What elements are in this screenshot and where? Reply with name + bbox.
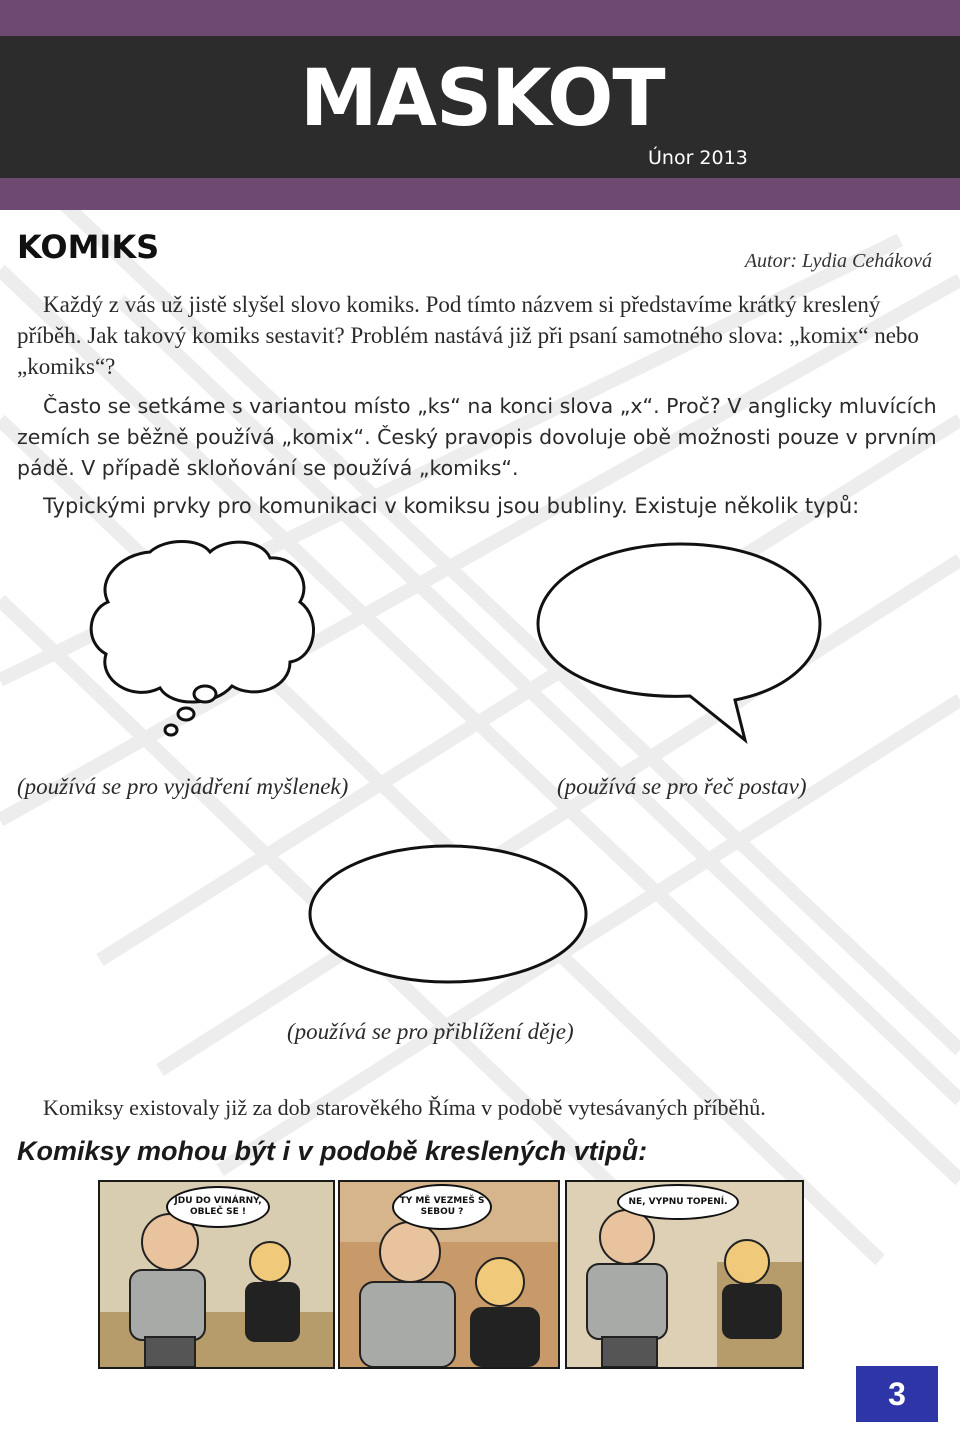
comic-panel-3	[565, 1180, 804, 1369]
header-band-top	[0, 0, 960, 36]
page-number-badge: 3	[856, 1366, 938, 1422]
comic-panel-2-speech: TY MĚ VEZMEŠ S SEBOU ?	[392, 1184, 492, 1230]
comics-heading: Komiksy mohou být i v podobě kreslených vtipů:	[17, 1136, 648, 1166]
paragraph-spelling: Často se setkáme s variantou místo „ks“ na konci slova „x“. Proč? V anglicky mluvících zemích se běžně používá „komix“. Český pravopis dovoluje obě možnosti pouze v prvním pádě. V případě skloňování se používá „komiks“.	[17, 394, 937, 480]
article-author: Autor: Lydia Ceháková	[744, 250, 932, 272]
comic-panel-1-speech: JDU DO VINÁRNY, OBLEČ SE !	[166, 1186, 270, 1228]
paragraph-intro: Každý z vás už jistě slyšel slovo komiks. Pod tímto názvem si představíme krátký kreslený příběh. Jak takový komiks sestavit? Problém nastává již při psaní samotného slova: „komix“ nebo „komiks“?	[17, 292, 919, 379]
comic-panel-3-speech: NE, VYPNU TOPENÍ.	[617, 1184, 739, 1220]
paragraph-history: Komiksy existovaly již za dob starověkého Říma v podobě vytesávaných příběhů.	[43, 1095, 766, 1120]
issue-date: Únor 2013	[648, 147, 748, 169]
zoom-bubble-caption: (používá se pro přiblížení děje)	[287, 1019, 574, 1044]
paragraph-bubbles-intro: Typickými prvky pro komunikaci v komiksu jsou bubliny. Existuje několik typů:	[43, 494, 860, 518]
speech-bubble	[538, 544, 820, 740]
header-band-bottom	[0, 178, 960, 210]
comic-panel-2	[338, 1180, 560, 1369]
speech-bubble-caption: (používá se pro řeč postav)	[557, 774, 807, 799]
thought-bubble-caption: (používá se pro vyjádření myšlenek)	[17, 774, 349, 799]
magazine-title: MASKOT	[300, 54, 665, 144]
thought-bubble	[91, 542, 313, 736]
zoom-bubble	[310, 846, 586, 982]
comic-panel-1	[98, 1180, 335, 1369]
bubble-types-illustration	[0, 530, 960, 1070]
article-title: KOMIKS	[17, 228, 160, 266]
